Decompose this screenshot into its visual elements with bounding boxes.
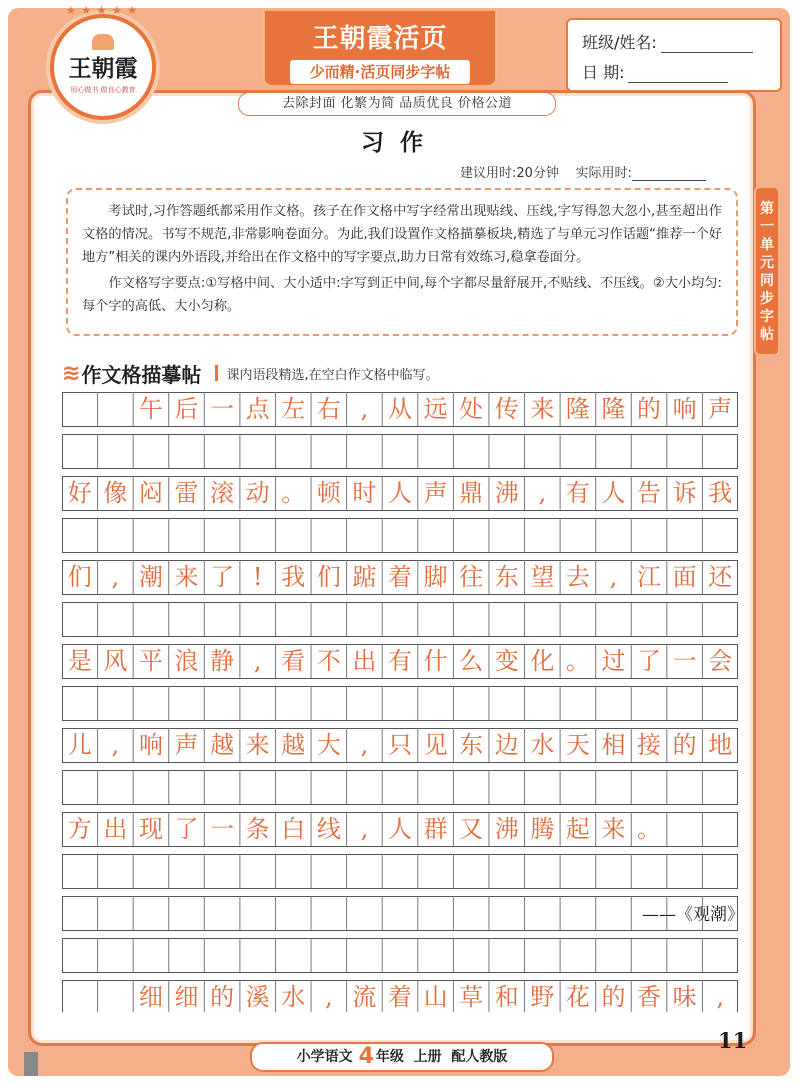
tracing-char: 。 xyxy=(637,815,662,843)
tracing-char: 的 xyxy=(601,983,626,1011)
tracing-char: 往 xyxy=(459,563,484,591)
tracing-char: 边 xyxy=(494,731,519,759)
tracing-char: 现 xyxy=(138,815,163,843)
tracing-char: 沸 xyxy=(494,479,519,507)
tracing-char: 诉 xyxy=(672,479,697,507)
tracing-char: 沸 xyxy=(494,815,519,843)
tracing-char: 花 xyxy=(565,983,590,1011)
tracing-char: , xyxy=(253,647,262,675)
actual-time-line[interactable] xyxy=(632,166,706,181)
side-tab-char: 同 xyxy=(760,273,774,289)
writing-grid xyxy=(62,392,744,1012)
tracing-char: 闷 xyxy=(138,479,163,507)
tracing-char: 了 xyxy=(174,815,199,843)
tracing-char: 像 xyxy=(103,479,128,507)
tracing-char: 隆 xyxy=(601,395,626,423)
section-description: 课内语段精选,在空白作文格中临写。 xyxy=(226,367,439,383)
tracing-char: 。 xyxy=(565,647,590,675)
tracing-char: 来 xyxy=(601,815,626,843)
date-field[interactable] xyxy=(582,60,728,83)
tracing-char: 方 xyxy=(67,815,92,843)
page-number: 11 xyxy=(718,1028,748,1053)
tracing-char: 从 xyxy=(388,395,412,423)
tracing-char: 好 xyxy=(67,479,92,507)
binding-strip xyxy=(24,1052,38,1076)
tracing-char: 右 xyxy=(316,395,341,423)
tracing-char: 浪 xyxy=(174,647,199,675)
tracing-char: 告 xyxy=(637,479,662,507)
date-line[interactable] xyxy=(628,66,728,83)
passage-attribution: ——《观潮》 xyxy=(642,905,744,925)
tracing-char: 群 xyxy=(423,815,448,843)
tracing-char: 人 xyxy=(388,479,412,507)
tracing-char: , xyxy=(360,395,369,423)
tracing-char: 山 xyxy=(423,983,448,1011)
star-icon: ★ ★ ★ ★ ★ xyxy=(65,4,139,17)
logo-subtext: 用心做书 做良心教育 xyxy=(70,85,136,94)
date-label: 日 期: xyxy=(582,63,625,82)
grid-row xyxy=(63,771,738,805)
brand-title: 王朝霞活页 xyxy=(312,24,448,54)
tracing-char: 看 xyxy=(281,647,306,675)
footer-grade-suffix: 年级 xyxy=(375,1049,404,1065)
tracing-char: 和 xyxy=(494,983,519,1011)
tracing-char: 草 xyxy=(459,983,484,1011)
grid-row xyxy=(63,939,738,973)
tracing-char: , xyxy=(716,983,725,1011)
tracing-char: , xyxy=(538,479,547,507)
tracing-char: 线 xyxy=(316,815,341,843)
tracing-char: 望 xyxy=(530,563,555,591)
tracing-char: , xyxy=(111,563,120,591)
tracing-char: 一 xyxy=(210,395,235,423)
tracing-char: 静 xyxy=(210,647,235,675)
tracing-char: 来 xyxy=(530,395,555,423)
tracing-char: 天 xyxy=(565,731,590,759)
tracing-char: 响 xyxy=(672,395,697,423)
brand-subtitle: 少而精·活页同步字帖 xyxy=(290,60,470,84)
side-tab-char: 步 xyxy=(760,291,774,307)
tracing-char: ! xyxy=(252,563,263,591)
tracing-char: 地 xyxy=(708,731,733,759)
tracing-char: 雷 xyxy=(174,479,199,507)
tracing-char: 午 xyxy=(138,395,163,423)
tracing-char: 声 xyxy=(423,479,448,507)
tracing-char: 鼎 xyxy=(459,479,484,507)
tracing-char: 相 xyxy=(601,731,626,759)
tracing-char: , xyxy=(360,731,369,759)
tracing-char: , xyxy=(360,815,369,843)
tracing-char: , xyxy=(325,983,333,1011)
class-name-line[interactable] xyxy=(661,36,753,53)
tracing-char: 了 xyxy=(210,563,235,591)
tracing-char: 么 xyxy=(459,647,484,675)
tracing-char: 流 xyxy=(352,983,377,1011)
tracing-char: 处 xyxy=(459,395,484,423)
tracing-char: 后 xyxy=(174,395,199,423)
tracing-char: 水 xyxy=(281,983,306,1011)
tracing-char: 是 xyxy=(67,647,92,675)
tracing-char: 平 xyxy=(138,647,163,675)
tracing-char: 起 xyxy=(565,815,590,843)
tracing-char: 味 xyxy=(672,983,697,1011)
tracing-char: 儿 xyxy=(67,731,92,759)
tracing-char: 有 xyxy=(565,479,590,507)
tracing-char: 动 xyxy=(245,479,270,507)
tracing-char: 了 xyxy=(637,647,662,675)
tracing-char: 去 xyxy=(565,563,590,591)
tracing-char: 来 xyxy=(174,563,199,591)
tracing-char: 声 xyxy=(174,731,199,759)
tracing-char: 。 xyxy=(281,479,306,507)
tracing-char: 还 xyxy=(708,563,733,591)
tracing-char: 着 xyxy=(388,983,412,1011)
tracing-char: 越 xyxy=(210,731,235,759)
tracing-char: 左 xyxy=(281,395,306,423)
tracing-char: 东 xyxy=(459,731,484,759)
tracing-char: 水 xyxy=(530,731,555,759)
brand-logo xyxy=(50,4,156,120)
tracing-char: 隆 xyxy=(565,395,590,423)
tracing-char: 人 xyxy=(388,815,412,843)
tracing-char: , xyxy=(609,563,618,591)
side-tab-char: 帖 xyxy=(760,327,774,343)
tracing-char: 们 xyxy=(67,563,92,591)
tracing-char: 声 xyxy=(708,395,733,423)
side-tab-char: 单 xyxy=(760,237,774,253)
tracing-char: 变 xyxy=(494,647,519,675)
section-divider xyxy=(215,365,218,381)
tracing-char: 滚 xyxy=(210,479,235,507)
tracing-char: 只 xyxy=(388,731,412,759)
footer-badge xyxy=(250,1042,554,1072)
side-tab-char: 字 xyxy=(760,309,774,325)
tracing-char: 踮 xyxy=(352,563,377,591)
tracing-char: 的 xyxy=(637,395,662,423)
footer-grade-number: 4 xyxy=(358,1044,374,1069)
tracing-char: 会 xyxy=(708,647,733,675)
tracing-char: 白 xyxy=(281,815,306,843)
tracing-char: 不 xyxy=(316,647,341,675)
tracing-char: 野 xyxy=(530,983,555,1011)
tracing-char: 大 xyxy=(316,731,341,759)
section-title: 作文格描摹帖 xyxy=(81,362,202,387)
tracing-char: 化 xyxy=(530,647,555,675)
side-tab-char: 元 xyxy=(760,255,774,271)
logo-text: 王朝霞 xyxy=(68,54,138,82)
tracing-char: 细 xyxy=(138,983,163,1011)
header-banner xyxy=(262,8,498,88)
tracing-char: 见 xyxy=(423,731,448,759)
tracing-char: 出 xyxy=(352,647,377,675)
tracing-char: 又 xyxy=(459,815,484,843)
tracing-char: 风 xyxy=(103,647,128,675)
tracing-char: 溪 xyxy=(245,983,270,1011)
side-tab-char: 一 xyxy=(760,219,774,235)
tracing-char: 东 xyxy=(494,563,519,591)
tracing-char: 着 xyxy=(388,563,412,591)
tracing-char: 细 xyxy=(174,983,199,1011)
crest-icon xyxy=(92,34,114,50)
intro-box xyxy=(66,188,738,336)
tracing-char: 越 xyxy=(281,731,306,759)
tracing-char: 潮 xyxy=(138,563,163,591)
tracing-char: 的 xyxy=(210,983,235,1011)
page-title: 习作 xyxy=(361,129,439,156)
tracing-char: 远 xyxy=(423,395,448,423)
timing-info xyxy=(460,162,706,181)
section-header xyxy=(62,360,439,386)
tracing-char: 脚 xyxy=(423,563,448,591)
tracing-char: 面 xyxy=(672,563,697,591)
tracing-char: 响 xyxy=(138,731,163,759)
footer-subject: 小学语文 xyxy=(296,1049,353,1065)
tracing-char: 接 xyxy=(637,731,662,759)
grid-row xyxy=(63,855,738,889)
tracing-char: 传 xyxy=(494,395,519,423)
tracing-char: 们 xyxy=(316,563,341,591)
tracing-char: 人 xyxy=(601,479,626,507)
tracing-char: 我 xyxy=(281,563,306,591)
tracing-char: 过 xyxy=(601,647,626,675)
tracing-char: 时 xyxy=(352,479,377,507)
tracing-char: 香 xyxy=(637,983,662,1011)
tracing-char: , xyxy=(111,731,120,759)
footer-edition: 配人教版 xyxy=(451,1049,508,1065)
actual-time-label: 实际用时: xyxy=(575,166,632,181)
grid-row xyxy=(63,897,744,931)
tracing-char: 一 xyxy=(210,815,235,843)
intro-paragraph-2: 作文格写字要点:①写格中间、大小适中:字写到正中间,每个字都尽量舒展开,不贴线、不压线。②大小均匀:每个字的高低、大小匀称。 xyxy=(82,276,722,314)
suggested-time: 建议用时:20分钟 xyxy=(460,166,559,181)
grid-row xyxy=(63,603,738,637)
wave-icon: ≋ xyxy=(62,360,78,386)
tracing-char: 我 xyxy=(708,479,733,507)
tracing-char: 的 xyxy=(672,731,697,759)
tracing-char: 有 xyxy=(388,647,412,675)
tracing-char: 腾 xyxy=(530,815,555,843)
student-info-box xyxy=(566,18,782,92)
tracing-char: 出 xyxy=(103,815,128,843)
grid-row xyxy=(63,687,738,721)
tracing-char: 顿 xyxy=(316,479,341,507)
footer-term: 上册 xyxy=(413,1049,442,1065)
class-name-label: 班级/姓名: xyxy=(582,33,657,52)
tracing-char: 什 xyxy=(423,647,448,675)
grid-row xyxy=(63,435,738,469)
side-tab-char: 第 xyxy=(760,201,774,217)
side-tab xyxy=(754,186,780,356)
tracing-char: 江 xyxy=(637,563,662,591)
grid-row xyxy=(63,519,738,553)
class-name-field[interactable] xyxy=(582,30,753,53)
tracing-char: 条 xyxy=(245,815,270,843)
tracing-char: 点 xyxy=(245,395,270,423)
slogan: 去除封面 化繁为简 品质优良 价格公道 xyxy=(238,92,556,116)
intro-paragraph-1: 考试时,习作答题纸都采用作文格。孩子在作文格中写字经常出现贴线、压线,字写得忽大忽小,甚至超出作文格的情况。书写不规范,非常影响卷面分。为此,我们设置作文格描摹板块,精选了与单元习作话题“推荐一个好地方”相关的课内外语段,并给出在作文格中的写字要点,助力日常有效练习,稳拿卷面分。 xyxy=(82,204,722,265)
tracing-char: 一 xyxy=(672,647,697,675)
tracing-char: 来 xyxy=(245,731,270,759)
